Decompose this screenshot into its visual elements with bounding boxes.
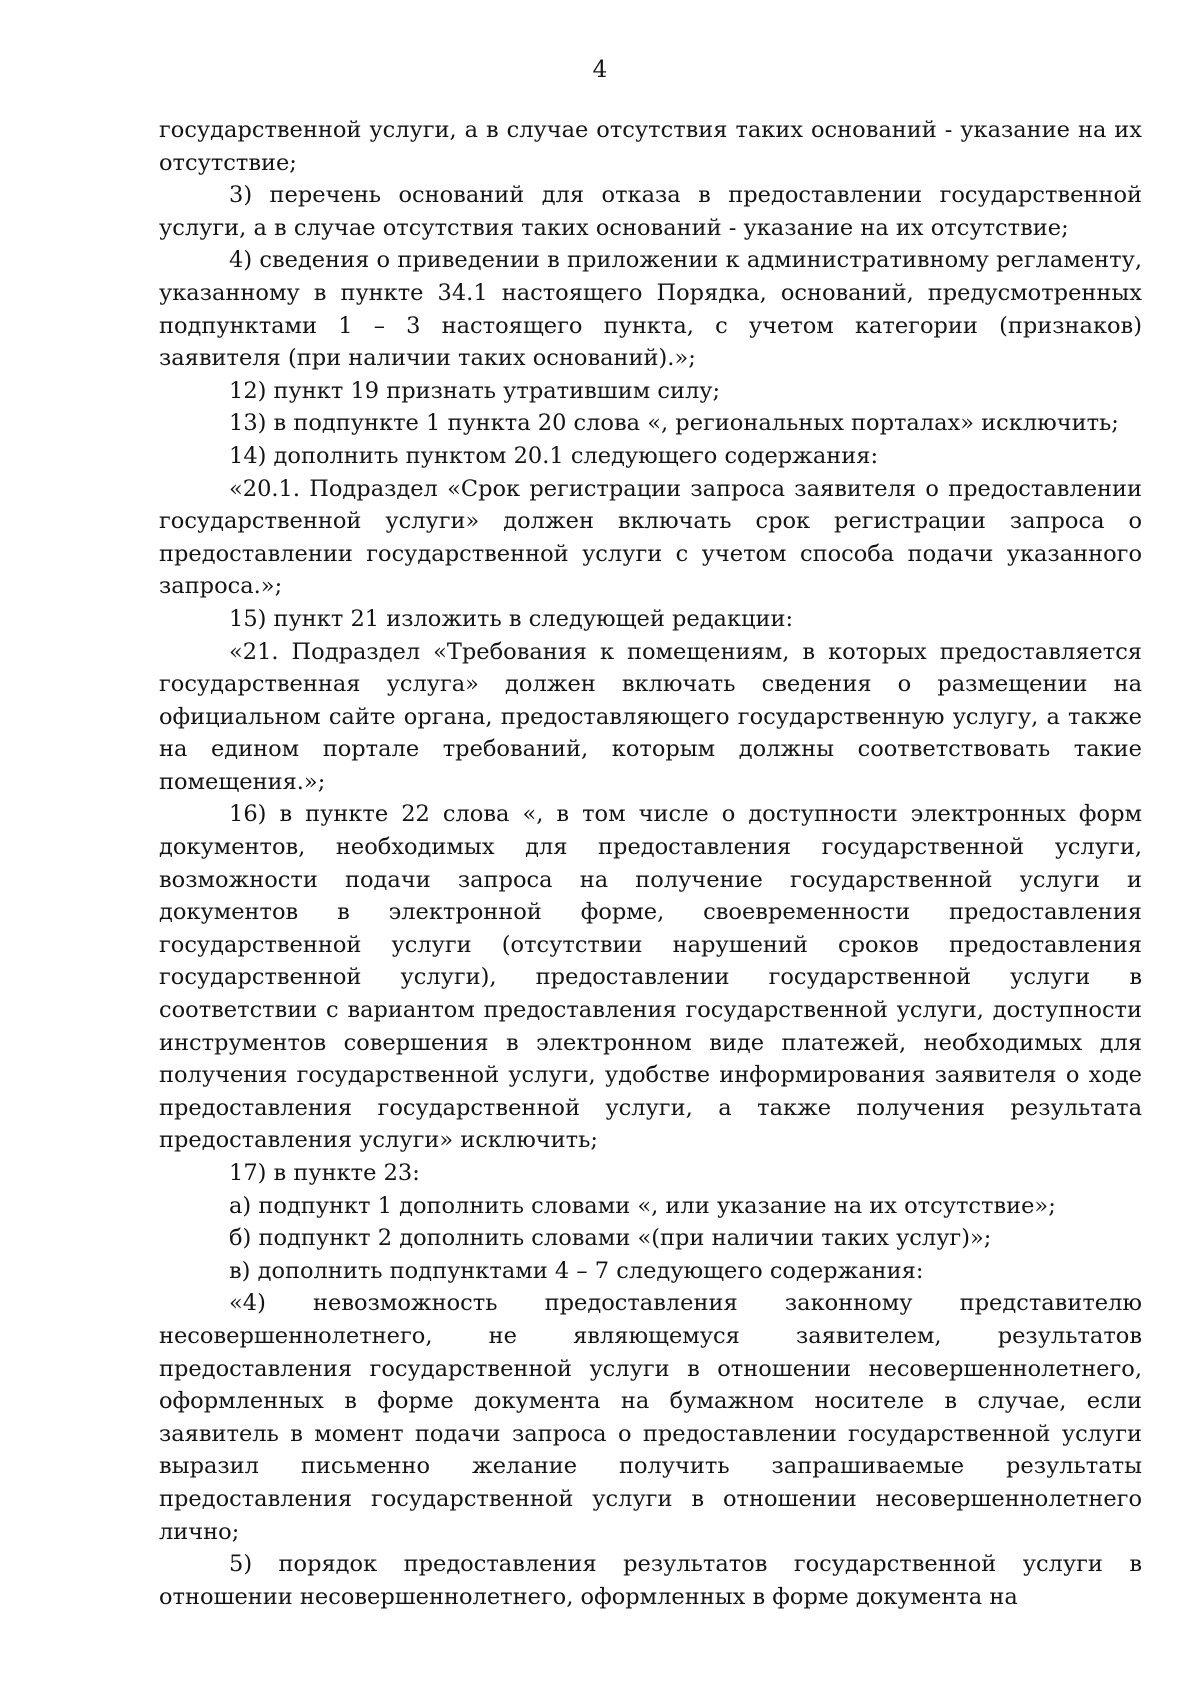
paragraph: государственной услуги, а в случае отсутствия таких оснований - указание на их отсутствие; xyxy=(159,117,1142,176)
paragraph: 13) в подпункте 1 пункта 20 слова «, региональных порталах» исключить; xyxy=(229,410,1119,437)
paragraph: б) подпункт 2 дополнить словами «(при наличии таких услуг)»; xyxy=(229,1225,992,1252)
paragraph: 16) в пункте 22 слова «, в том числе о доступности электронных форм документов, необходимых для предоставления государственной услуги, возможности подачи запроса на получение государственной услуги и документов в электронной форме, своевременности предоставления государственной услуги (отсутствии нарушений сроков предоставления государственной услуги), предоставлении государственной услуги в соответствии с вариантом предоставления государственной услуги, доступности инструментов совершения в электронном виде платежей, необходимых для получения государственной услуги, удобстве информирования заявителя о ходе предоставления государственной услуги, а также получения результата предоставления услуги» исключить; xyxy=(159,801,1142,1154)
paragraph: «20.1. Подраздел «Срок регистрации запроса заявителя о предоставлении государственной услуги» должен включать срок регистрации запроса о предоставлении государственной услуги с учетом способа подачи указанного запроса.»; xyxy=(159,475,1142,600)
paragraph: «4) невозможность предоставления законному представителю несовершеннолетнего, не являющемуся заявителем, результатов предоставления государственной услуги в отношении несовершеннолетнего, оформленных в форме документа на бумажном носителе в случае, если заявитель в момент подачи запроса о предоставлении государственной услуги выразил письменно желание получить запрашиваемые результаты предоставления государственной услуги в отношении несовершеннолетнего лично; xyxy=(159,1290,1142,1545)
paragraph: в) дополнить подпунктами 4 – 7 следующего содержания: xyxy=(229,1257,924,1284)
paragraph: а) подпункт 1 дополнить словами «, или указание на их отсутствие»; xyxy=(229,1192,1056,1219)
paragraph: 17) в пункте 23: xyxy=(229,1160,420,1186)
paragraph: 12) пункт 19 признать утратившим силу; xyxy=(229,377,721,404)
paragraph: 15) пункт 21 изложить в следующей редакции: xyxy=(229,605,794,632)
paragraph: «21. Подраздел «Требования к помещениям, в которых предоставляется государственная услуга» должен включать сведения о размещении на официальном сайте органа, предоставляющего государственную услугу, а также на едином портале требований, которым должны соответствовать такие помещения.»; xyxy=(159,638,1142,795)
document-body xyxy=(159,114,1142,1613)
paragraph: 3) перечень оснований для отказа в предоставлении государственной услуги, а в случае отсутствия таких оснований - указание на их отсутствие; xyxy=(159,182,1142,241)
page-number: 4 xyxy=(592,57,608,83)
paragraph: 14) дополнить пунктом 20.1 следующего содержания: xyxy=(229,442,879,469)
paragraph: 5) порядок предоставления результатов государственной услуги в отношении несовершеннолетнего, оформленных в форме документа на xyxy=(159,1551,1142,1610)
paragraph: 4) сведения о приведении в приложении к административному регламенту, указанному в пункте 34.1 настоящего Порядка, оснований, предусмотренных подпунктами 1 – 3 настоящего пункта, с учетом категории (признаков) заявителя (при наличии таких оснований).»; xyxy=(159,247,1142,372)
